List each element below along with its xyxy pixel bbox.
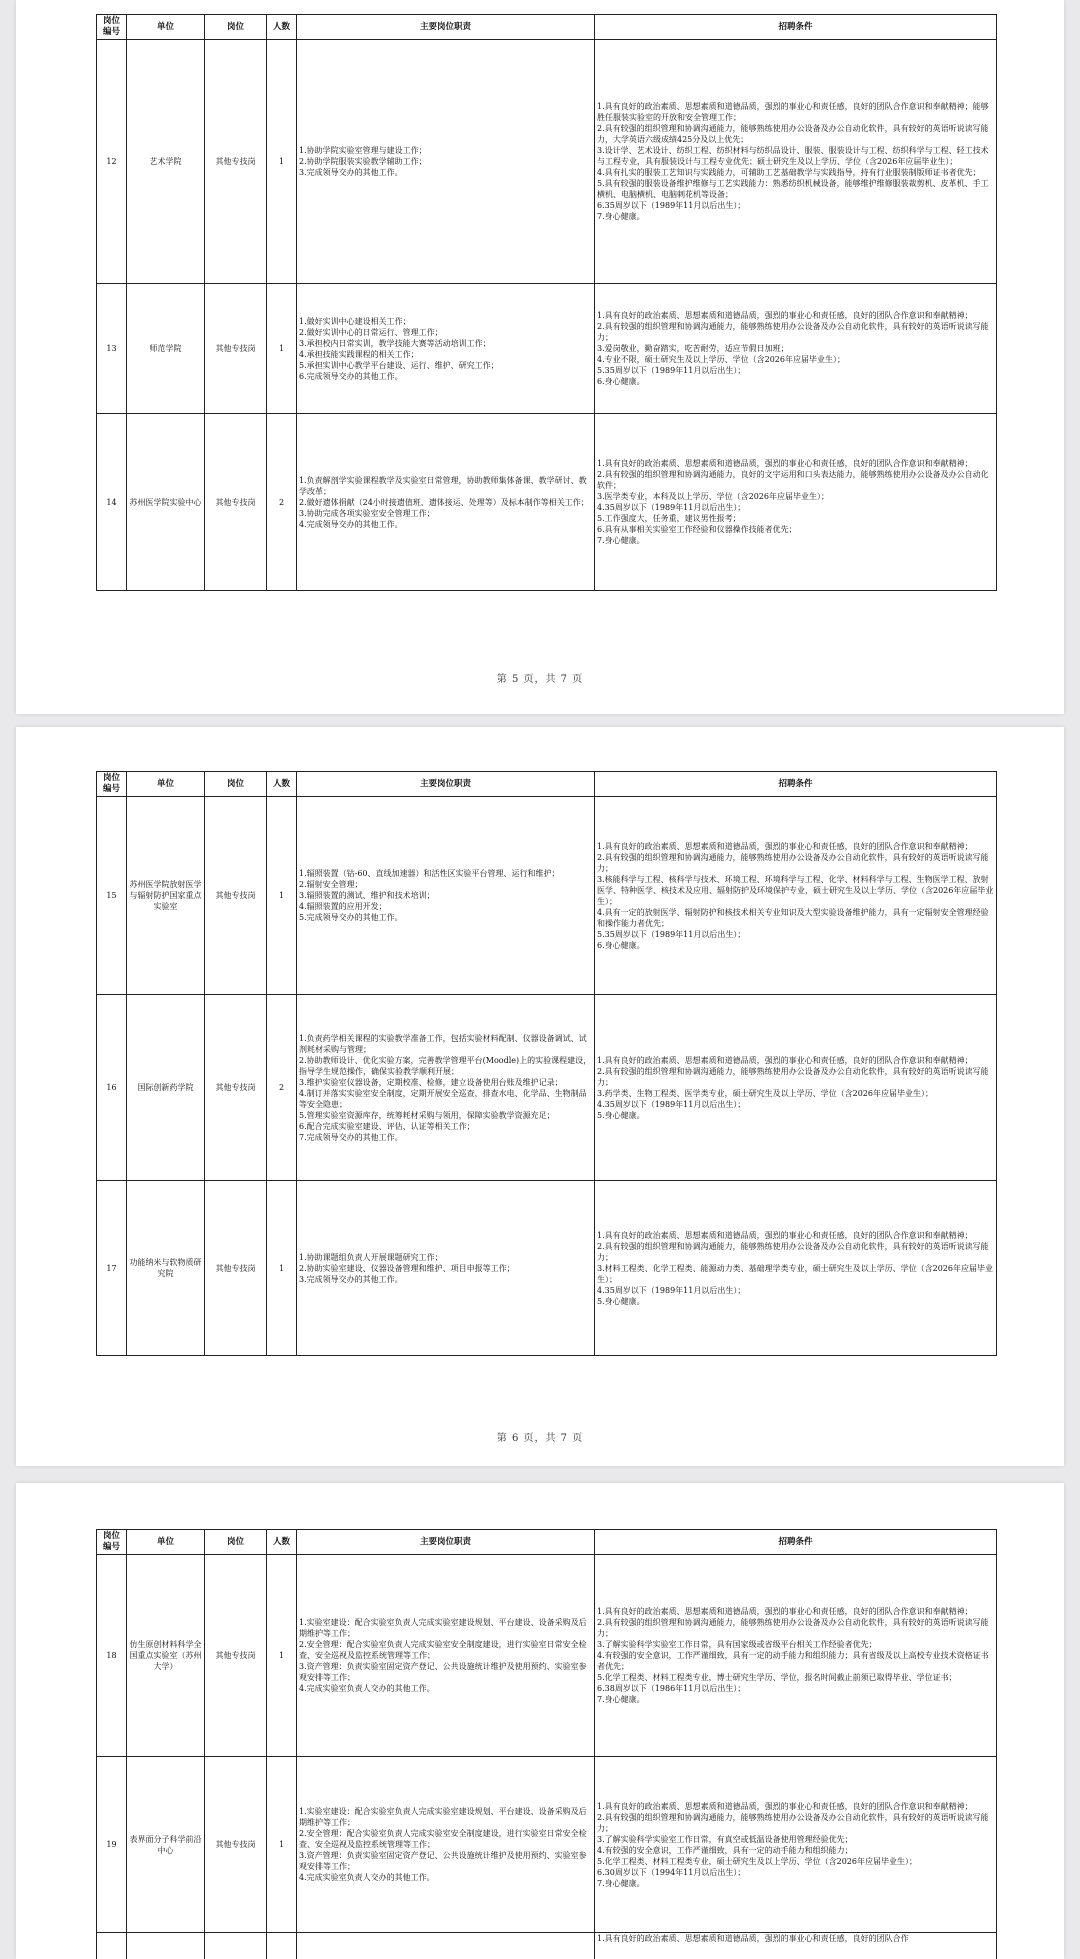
duty-line: 3.协助完成各项实验室安全管理工作； [299, 508, 435, 518]
header-unit: 单位 [127, 15, 205, 40]
duty-line: 3.完成领导交办的其他工作。 [299, 1274, 403, 1284]
table-row [97, 1555, 997, 1757]
header-conditions: 招聘条件 [595, 15, 997, 40]
condition-line: 4.35周岁以下（1989年11月以后出生）； [597, 1099, 746, 1109]
jobs-table [96, 14, 997, 591]
post-type: 其他专技岗 [205, 40, 267, 284]
condition-line: 7.身心健康。 [597, 536, 645, 545]
table-row [97, 1181, 997, 1356]
table-row [97, 284, 997, 414]
condition-line: 5.身心健康。 [597, 1110, 645, 1120]
condition-line: 3.爱岗敬业，勤奋踏实，吃苦耐劳，适应节假日加班； [597, 344, 789, 353]
condition-line: 1.具有良好的政治素质、思想素质和道德品质，强烈的事业心和责任感，良好的团队合作意识和奉献精神；能够胜任服装实验室的开放和安全管理工作； [597, 102, 989, 122]
header-count: 人数 [267, 772, 297, 797]
conditions-cell [595, 414, 997, 591]
duty-line: 2.协助学院服装实验教学辅助工作； [299, 157, 427, 166]
duty-line: 2.做好遗体捐献（24小时接遗值班、遗体接运、处理等）及标本制作等相关工作； [299, 497, 589, 507]
condition-line: 1.具有良好的政治素质、思想素质和道德品质，强烈的事业心和责任感，良好的团队合作 [597, 1934, 909, 1943]
head-count: 1 [267, 1757, 297, 1933]
condition-line: 4.35周岁以下（1989年11月以后出生）； [597, 1285, 746, 1295]
conditions-cell [595, 1181, 997, 1356]
condition-line: 2.具有较强的组织管理和协调沟通能力，能够熟练使用办公设备及办公自动化软件，具有较好的英语听说读写能力； [597, 1812, 989, 1833]
duty-line: 4.辐照装置的应用开发； [299, 902, 387, 911]
post-number: 13 [97, 284, 127, 414]
duty-line: 7.完成领导交办的其他工作。 [299, 1132, 403, 1142]
post-type: 其他专技岗 [205, 284, 267, 414]
condition-line: 1.具有良好的政治素质、思想素质和道德品质，强烈的事业心和责任感，良好的团队合作意识和奉献精神； [597, 1607, 973, 1616]
duties-cell [297, 1181, 595, 1356]
document-page-6 [16, 727, 1064, 1466]
condition-line: 2.具有较强的组织管理和协调沟通能力，良好的文字运用和口头表达能力，能够熟练使用办公设备及办公自动化软件； [597, 470, 989, 490]
header-duties: 主要岗位职责 [297, 15, 595, 40]
condition-line: 2.具有较强的组织管理和协调沟通能力，能够熟练使用办公设备及办公自动化软件，具有较好的英语听说读写能力； [597, 852, 989, 873]
duty-line: 1.协助学院实验室管理与建设工作； [299, 146, 427, 155]
duties-cell [297, 1757, 595, 1933]
post-type: 其他专技岗 [205, 414, 267, 591]
header-count: 人数 [267, 1530, 297, 1555]
header-post: 岗位 [205, 1530, 267, 1555]
conditions-cell [595, 797, 997, 995]
duty-line: 3.完成领导交办的其他工作。 [299, 168, 403, 177]
duty-line: 1.辐照装置（钴-60、直线加速器）和活性区实验平台管理、运行和维护； [299, 869, 560, 878]
table-row [97, 995, 997, 1181]
post-type: 其他专技岗 [205, 1555, 267, 1757]
condition-line: 4.35周岁以下（1989年11月以后出生）； [597, 503, 746, 512]
header-post-number: 岗位编号 [97, 1530, 127, 1555]
head-count: 2 [267, 414, 297, 591]
duties-cell [297, 1933, 595, 1959]
duty-line: 2.协助实验室建设、仪器设备管理和维护、项目申报等工作； [299, 1263, 515, 1273]
duty-line: 2.辐射安全管理； [299, 880, 363, 889]
condition-line: 5.具有较强的服装设备维护维修与工艺实践能力：熟悉纺织机械设备，能够维护维修服装裁剪机、皮革机、手工横机、电脑横机、电脑剌花机等设备； [597, 179, 989, 199]
duty-line: 6.配合完成实验室建设、评估、认证等相关工作； [299, 1121, 475, 1131]
duty-line: 3.辐照装置的测试、维护和技术培训； [299, 891, 435, 900]
header-conditions: 招聘条件 [595, 1530, 997, 1555]
post-type: 其他专技岗 [205, 1757, 267, 1933]
duties-cell [297, 414, 595, 591]
header-post: 岗位 [205, 772, 267, 797]
condition-line: 5.身心健康。 [597, 1296, 645, 1306]
duty-line: 1.协助课题组负责人开展课题研究工作； [299, 1252, 443, 1262]
unit-name: 仿生原创材料科学全国重点实验室（苏州大学） [127, 1555, 205, 1757]
duty-line: 1.负责药学相关课程的实验教学准备工作，包括实验材料配制、仪器设备调试、试剂耗材采购与管理； [299, 1033, 587, 1054]
page-number: 第 6 页，共 7 页 [496, 1433, 584, 1444]
condition-line: 5.35周岁以下（1989年11月以后出生）； [597, 366, 746, 375]
table-row [97, 797, 997, 995]
conditions-cell [595, 1555, 997, 1757]
duty-line: 1.负责解剖学实验课程教学及实验室日常管理，协助教师集体备课、教学研讨、教学改革； [299, 475, 587, 496]
duty-line: 3.资产管理：负责实验室固定资产登记、公共设施统计维护及使用预约、实验室参观安排等工作； [299, 1851, 587, 1871]
document-page-5 [16, 0, 1064, 714]
duty-line: 5.承担实训中心教学平台建设、运行、维护、研究工作； [299, 360, 499, 370]
condition-line: 6.身心健康。 [597, 377, 645, 386]
duty-line: 3.承担校内日常实训，教学技能大赛等活动培训工作； [299, 338, 491, 348]
jobs-table [96, 771, 997, 1356]
conditions-cell [595, 1757, 997, 1933]
condition-line: 5.化学工程类、材料工程类专业，硕士研究生及以上学历、学位（含2026年应届毕业生）； [597, 1856, 917, 1866]
post-number: 16 [97, 995, 127, 1181]
table-row [97, 414, 997, 591]
duty-line: 1.实验室建设：配合实验室负责人完成实验室建设规划、平台建设、设备采购及后期维护等工作； [299, 1807, 587, 1827]
duty-line: 4.完成实验室负责人交办的其他工作。 [299, 1684, 435, 1693]
header-unit: 单位 [127, 772, 205, 797]
duty-line: 3.资产管理：负责实验室固定资产登记、公共设施统计维护及使用预约、实验室参观安排等工作； [299, 1662, 587, 1682]
page-number: 第 5 页，共 7 页 [496, 674, 584, 685]
condition-line: 5.工作强度大，任务重，建议男性报考； [597, 514, 741, 523]
post-number: 15 [97, 797, 127, 995]
post-number: 18 [97, 1555, 127, 1757]
duties-cell [297, 1555, 595, 1757]
post-number: 12 [97, 40, 127, 284]
duty-line: 2.做好实训中心的日常运行、管理工作； [299, 327, 443, 337]
condition-line: 3.医学类专业，本科及以上学历、学位（含2026年应届毕业生）； [597, 492, 829, 501]
condition-line: 2.具有较强的组织管理和协调沟通能力，能够熟练使用办公设备及办公自动化软件，具有较好的英语听说读写能力； [597, 1618, 989, 1638]
duty-line: 1.做好实训中心建设相关工作； [299, 316, 411, 326]
head-count: 1 [267, 1555, 297, 1757]
head-count [267, 1933, 297, 1959]
condition-line: 6.身心健康。 [597, 940, 645, 950]
conditions-cell [595, 995, 997, 1181]
duty-line: 2.安全管理：配合实验室负责人完成实验室安全制度建设，进行实验室日常安全检查、安全巡视及监控系统管理等工作； [299, 1640, 587, 1660]
duty-line: 3.维护实验室仪器设备，定期校准、检修，建立设备使用台账及维护记录； [299, 1077, 563, 1087]
condition-line: 2.具有较强的组织管理和协调沟通能力，能够熟练使用办公设备及办公自动化软件，具有较好的英语听说读写能力； [597, 1066, 989, 1087]
table-header-row [97, 15, 997, 40]
condition-line: 6.35周岁以下（1989年11月以后出生）； [597, 201, 746, 210]
condition-line: 1.具有良好的政治素质、思想素质和道德品质，强烈的事业心和责任感，良好的团队合作意识和奉献精神； [597, 311, 973, 320]
table-row [97, 40, 997, 284]
condition-line: 7.身心健康。 [597, 1878, 645, 1888]
unit-name: 表界面分子科学前沿中心 [127, 1757, 205, 1933]
head-count: 1 [267, 1181, 297, 1356]
post-number: 19 [97, 1757, 127, 1933]
condition-line: 7.身心健康。 [597, 1695, 645, 1704]
condition-line: 4.有较强的安全意识，工作严谨细致，具有一定的动手能力和组织能力； [597, 1845, 853, 1855]
condition-line: 4.有较强的安全意识，工作严谨细致，具有一定的动手能力和组织能力；具有省级及以上高校专业技术资格证书者优先； [597, 1651, 989, 1671]
condition-line: 4.具有一定的放射医学、辐射防护和核技术相关专业知识及大型实验设备维护能力，具有一定辐射安全管理经验和操作能力者优先； [597, 907, 989, 928]
unit-name: 师范学院 [127, 284, 205, 414]
duty-line: 4.承担技能实践课程的相关工作； [299, 349, 419, 359]
unit-name: 苏州医学院放射医学与辐射防护国家重点实验室 [127, 797, 205, 995]
duty-line: 4.完成领导交办的其他工作。 [299, 519, 403, 529]
header-post-number: 岗位编号 [97, 772, 127, 797]
duty-line: 1.实验室建设：配合实验室负责人完成实验室建设规划、平台建设、设备采购及后期维护等工作； [299, 1618, 587, 1638]
condition-line: 4.专业不限，硕士研究生及以上学历、学位（含2026年应届毕业生）； [597, 355, 845, 364]
duty-line: 4.制订并落实实验室安全制度，定期开展安全巡查，排查水电、化学品、生物制品等安全隐患； [299, 1088, 587, 1109]
duty-line: 2.安全管理：配合实验室负责人完成实验室安全制度建设，进行实验室日常安全检查、安全巡视及监控系统管理等工作； [299, 1829, 587, 1849]
duties-cell [297, 797, 595, 995]
condition-line: 5.35周岁以下（1989年11月以后出生）； [597, 929, 746, 939]
table-header-row [97, 772, 997, 797]
duty-line: 6.完成领导交办的其他工作。 [299, 371, 403, 381]
unit-name: 苏州医学院实验中心 [127, 414, 205, 591]
head-count: 1 [267, 797, 297, 995]
post-number: 14 [97, 414, 127, 591]
table-row [97, 1933, 997, 1959]
conditions-cell [595, 1933, 997, 1959]
header-unit: 单位 [127, 1530, 205, 1555]
post-type: 其他专技岗 [205, 995, 267, 1181]
condition-line: 2.具有较强的组织管理和协调沟通能力，能够熟练使用办公设备及办公自动化软件，具有较好的英语听说读写能力； [597, 322, 989, 342]
head-count: 2 [267, 995, 297, 1181]
condition-line: 5.化学工程类、材料工程类专业，博士研究生学历、学位，报名时间截止前须已取得毕业、学位证书； [597, 1673, 957, 1682]
condition-line: 1.具有良好的政治素质、思想素质和道德品质，强烈的事业心和责任感，良好的团队合作意识和奉献精神； [597, 1230, 973, 1240]
condition-line: 2.具有较强的组织管理和协调沟通能力，能够熟练使用办公设备及办公自动化软件，具有较好的英语听说读写能力，大学英语六级成绩425分及以上优先； [597, 124, 989, 144]
condition-line: 6.38周岁以下（1986年11月以后出生）； [597, 1684, 746, 1693]
post-type [205, 1933, 267, 1959]
condition-line: 2.具有较强的组织管理和协调沟通能力，能够熟练使用办公设备及办公自动化软件，具有较好的英语听说读写能力； [597, 1241, 989, 1262]
condition-line: 3.设计学、艺术设计、纺织工程、纺织材料与纺织品设计、服装、服装设计与工程、纺织科学与工程、轻工技术与工程专业，具有服装设计与工程专业优先；硕士研究生及以上学历、学位（含2026年应届毕业生）； [597, 146, 989, 166]
unit-name: 功能纳米与软物质研究院 [127, 1181, 205, 1356]
condition-line: 1.具有良好的政治素质、思想素质和道德品质，强烈的事业心和责任感，良好的团队合作意识和奉献精神； [597, 459, 973, 468]
condition-line: 7.身心健康。 [597, 212, 645, 221]
header-count: 人数 [267, 15, 297, 40]
post-type: 其他专技岗 [205, 1181, 267, 1356]
header-duties: 主要岗位职责 [297, 772, 595, 797]
condition-line: 3.了解实验科学实验室工作日常，有真空或低温设备使用管理经验优先； [597, 1834, 853, 1844]
conditions-cell [595, 40, 997, 284]
duties-cell [297, 995, 595, 1181]
post-number [97, 1933, 127, 1959]
condition-line: 3.了解实验科学实验室工作日常，具有国家级或省级平台相关工作经验者优先； [597, 1640, 877, 1649]
document-page-7 [16, 1483, 1064, 1959]
duties-cell [297, 284, 595, 414]
duty-line: 5.管理实验室资源库存，统筹耗材采购与领用，保障实验教学资源充足； [299, 1110, 555, 1120]
condition-line: 6.具有从事相关实验室工作经验和仪器操作技能者优先； [597, 525, 797, 534]
condition-line: 3.材料工程类、化学工程类、能源动力类、基础理学类专业，硕士研究生及以上学历、学位（含2026年应届毕业生）； [597, 1263, 993, 1284]
jobs-table [96, 1529, 997, 1959]
head-count: 1 [267, 40, 297, 284]
header-post: 岗位 [205, 15, 267, 40]
condition-line: 6.30周岁以下（1994年11月以后出生）； [597, 1867, 746, 1877]
table-header-row [97, 1530, 997, 1555]
post-type: 其他专技岗 [205, 797, 267, 995]
unit-name: 艺术学院 [127, 40, 205, 284]
unit-name: 国际创新药学院 [127, 995, 205, 1181]
header-conditions: 招聘条件 [595, 772, 997, 797]
conditions-cell [595, 284, 997, 414]
unit-name [127, 1933, 205, 1959]
duty-line: 5.完成领导交办的其他工作。 [299, 913, 403, 922]
table-row [97, 1757, 997, 1933]
condition-line: 1.具有良好的政治素质、思想素质和道德品质，强烈的事业心和责任感，良好的团队合作意识和奉献精神； [597, 1801, 973, 1811]
head-count: 1 [267, 284, 297, 414]
duty-line: 4.完成实验室负责人交办的其他工作。 [299, 1873, 435, 1882]
header-post-number: 岗位编号 [97, 15, 127, 40]
condition-line: 3.药学类、生物工程类、医学类专业，硕士研究生及以上学历、学位（含2026年应届毕业生）； [597, 1088, 933, 1098]
condition-line: 1.具有良好的政治素质、思想素质和道德品质，强烈的事业心和责任感，良好的团队合作意识和奉献精神； [597, 1055, 973, 1065]
header-duties: 主要岗位职责 [297, 1530, 595, 1555]
condition-line: 3.核能科学与工程、核科学与技术、环境工程、环境科学与工程、化学、材料科学与工程、生物医学工程、放射医学、特种医学、核技术及应用、辐射防护及环境保护专业，硕士研究生及以上学历、学位（含2026年应届毕业生）； [597, 874, 994, 906]
duties-cell [297, 40, 595, 284]
post-number: 17 [97, 1181, 127, 1356]
duty-line: 2.协助教师设计、优化实验方案，完善教学管理平台(Moodle)上的实验课程建设，指导学生规范操作，确保实验教学顺利开展； [299, 1055, 592, 1076]
condition-line: 4.具有扎实的服装工艺知识与实践能力，可辅助工艺基础教学与实践指导，持有行业服装制版师证书者优先； [597, 168, 981, 177]
condition-line: 1.具有良好的政治素质、思想素质和道德品质，强烈的事业心和责任感，良好的团队合作意识和奉献精神； [597, 841, 973, 851]
